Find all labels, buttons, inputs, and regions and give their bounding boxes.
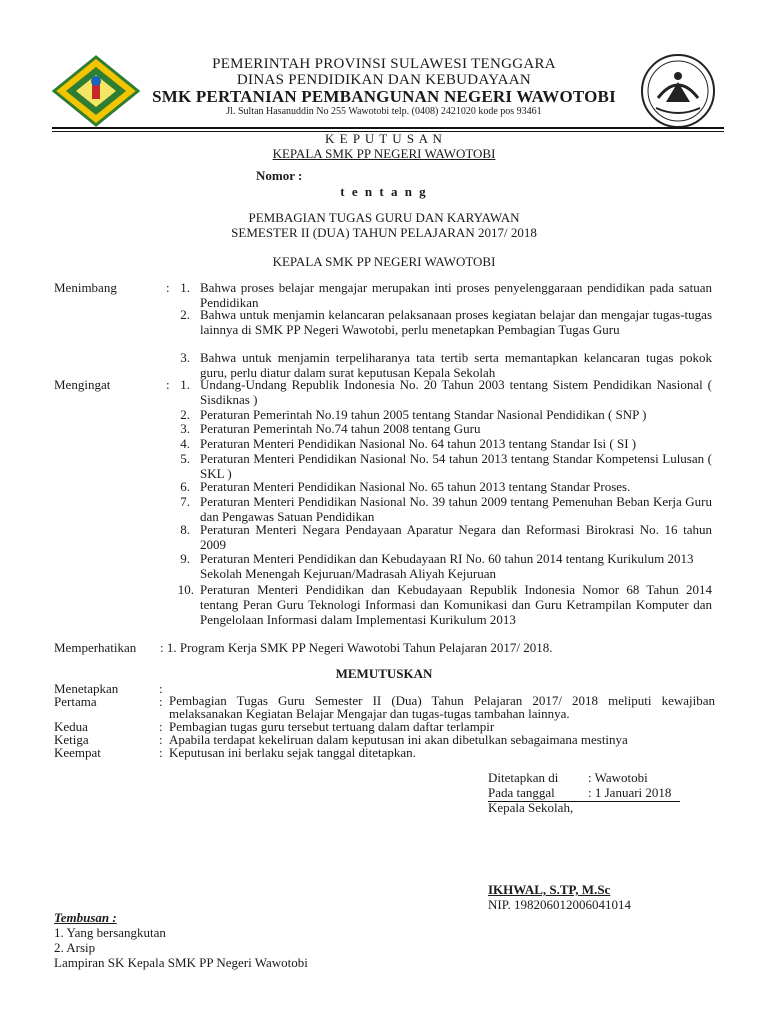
mengingat-item: Peraturan Menteri Pendidikan Nasional No. 65 tahun 2013 tentang Standar Proses. — [200, 479, 631, 494]
header-school: SMK PERTANIAN PEMBANGUNAN NEGERI WAWOTOBI — [152, 87, 616, 106]
menimbang-item: Bahwa untuk menjamin kelancaran pelaksanaan proses kegiatan belajar dan mengajar tugas-tugas lainnya di SMK PP Negeri Wawotobi, perlu menetapkan Pembagian Tugas Guru — [200, 307, 712, 337]
tanggal-label: Pada tanggal — [488, 785, 555, 800]
signatory-name: IKHWAL, S.TP, M.Sc — [488, 882, 611, 897]
ketiga-text: Apabila terdapat kekeliruan dalam keputusan ini akan dibetulkan sebagaimana mestinya — [169, 732, 628, 747]
signatory-role: Kepala Sekolah, — [488, 800, 574, 815]
menimbang-num: 1. — [180, 280, 190, 295]
doc-number-label: Nomor : — [256, 168, 303, 183]
pertama-text: Pembagian Tugas Guru Semester II (Dua) Tahun Pelajaran 2017/ 2018 meliputi kewajiban melaksanakan Kegiatan Belajar Mengajar dan tugas-tugas tambahan lainnya. — [169, 693, 715, 721]
mengingat-num: 7. — [180, 494, 190, 509]
pertama-label: Pertama — [54, 694, 97, 709]
mengingat-item: Peraturan Menteri Negara Pendayaan Aparatur Negara dan Reformasi Birokrasi No. 16 tahun 2009 — [200, 522, 712, 552]
mengingat-num: 10. — [177, 582, 194, 597]
mengingat-item: Peraturan Menteri Pendidikan Nasional No. 39 tahun 2009 tentang Pemenuhan Beban Kerja Guru dan Pengawas Satuan Pendidikan — [200, 494, 712, 524]
mengingat-item: Peraturan Pemerintah No.19 tahun 2005 tentang Standar Nasional Pendidikan ( SNP ) — [200, 407, 647, 422]
doc-tentang: t e n t a n g — [340, 184, 428, 199]
doc-subject-line3: KEPALA SMK PP NEGERI WAWOTOBI — [272, 254, 496, 269]
tembusan-heading: Tembusan : — [54, 910, 117, 925]
pertama-colon: : — [159, 694, 163, 709]
mengingat-num: 6. — [180, 479, 190, 494]
keempat-text: Keputusan ini berlaku sejak tanggal ditetapkan. — [169, 745, 416, 760]
mengingat-item: Peraturan Menteri Pendidikan Nasional No. 64 tahun 2013 tentang Standar Isi ( SI ) — [200, 436, 637, 451]
kedua-label: Kedua — [54, 719, 88, 734]
mengingat-colon: : — [166, 377, 170, 392]
tanggal-value: : 1 Januari 2018 — [588, 785, 672, 800]
mengingat-label: Mengingat — [54, 377, 111, 392]
signatory-nip: NIP. 198206012006041014 — [488, 897, 632, 912]
header-government: PEMERINTAH PROVINSI SULAWESI TENGGARA — [212, 56, 556, 72]
doc-issuer: KEPALA SMK PP NEGERI WAWOTOBI — [272, 146, 496, 161]
lampiran-text: Lampiran SK Kepala SMK PP Negeri Wawotobi — [54, 955, 308, 970]
mengingat-num: 2. — [180, 407, 190, 422]
header-rule — [52, 127, 724, 129]
ketiga-colon: : — [159, 732, 163, 747]
ketiga-label: Ketiga — [54, 732, 89, 747]
header-department: DINAS PENDIDIKAN DAN KEBUDAYAAN — [236, 72, 532, 88]
menimbang-colon: : — [166, 280, 170, 295]
menetapkan-label: Menetapkan — [54, 681, 119, 696]
mengingat-item: Undang-Undang Republik Indonesia No. 20 Tahun 2003 tentang Sistem Pendidikan Nasional ( Sisdiknas ) — [200, 377, 712, 407]
menetapkan-colon: : — [159, 681, 163, 696]
ditetapkan-label: Ditetapkan di — [488, 770, 559, 785]
mengingat-item: Peraturan Pemerintah No.74 tahun 2008 tentang Guru — [200, 421, 481, 436]
menimbang-num: 2. — [180, 307, 190, 322]
memutuskan-heading: MEMUTUSKAN — [335, 666, 433, 681]
menimbang-num: 3. — [180, 350, 190, 365]
kedua-colon: : — [159, 719, 163, 734]
ditetapkan-value: : Wawotobi — [588, 770, 648, 785]
mengingat-num: 8. — [180, 522, 190, 537]
mengingat-num: 5. — [180, 451, 190, 466]
menimbang-item: Bahwa proses belajar mengajar merupakan inti proses penyelenggaraan pendidikan pada satuan Pendidikan — [200, 280, 712, 310]
kedua-text: Pembagian tugas guru tersebut tertuang dalam daftar terlampir — [169, 719, 495, 734]
header-address: Jl. Sultan Hasanuddin No 255 Wawotobi telp. (0408) 2421020 kode pos 93461 — [226, 106, 542, 117]
menimbang-label: Menimbang — [54, 280, 117, 295]
tembusan-item: 1. Yang bersangkutan — [54, 925, 166, 940]
mengingat-num: 9. — [180, 551, 190, 566]
mengingat-num: 3. — [180, 421, 190, 436]
mengingat-item: Peraturan Menteri Pendidikan dan Kebudayaan Republik Indonesia Nomor 68 Tahun 2014 tentang Peran Guru Teknologi Informasi dan Komunikasi dan Guru Ketrampilan Komputer dan Pengelolaan Informasi dalam Implementasi Kurikulum 2013 — [200, 582, 712, 627]
keempat-colon: : — [159, 745, 163, 760]
mengingat-item: Peraturan Menteri Pendidikan dan Kebudayaan RI No. 60 tahun 2014 tentang Kurikulum 2013 Sekolah Menengah Kejuruan/Madrasah Aliyah Kejuruan — [200, 551, 694, 581]
mengingat-num: 1. — [180, 377, 190, 392]
keempat-label: Keempat — [54, 745, 101, 760]
tembusan-item: 2. Arsip — [54, 940, 96, 955]
doc-subject-line1: PEMBAGIAN TUGAS GURU DAN KARYAWAN — [248, 210, 520, 225]
doc-type: K E P U T U S A N — [325, 131, 443, 146]
mengingat-num: 4. — [180, 436, 190, 451]
doc-subject-line2: SEMESTER II (DUA) TAHUN PELAJARAN 2017/ 2018 — [231, 225, 537, 240]
memperhatikan-label: Memperhatikan — [54, 640, 137, 655]
mengingat-item: Peraturan Menteri Pendidikan Nasional No. 54 tahun 2013 tentang Standar Kompetensi Lulusan ( SKL ) — [200, 451, 712, 481]
memperhatikan-text: : 1. Program Kerja SMK PP Negeri Wawotobi Tahun Pelajaran 2017/ 2018. — [160, 640, 553, 655]
menimbang-item: Bahwa untuk menjamin terpeliharanya tata tertib serta memantapkan kelancaran tugas pokok guru, perlu diatur dalam surat keputusan Kepala Sekolah — [200, 350, 712, 380]
